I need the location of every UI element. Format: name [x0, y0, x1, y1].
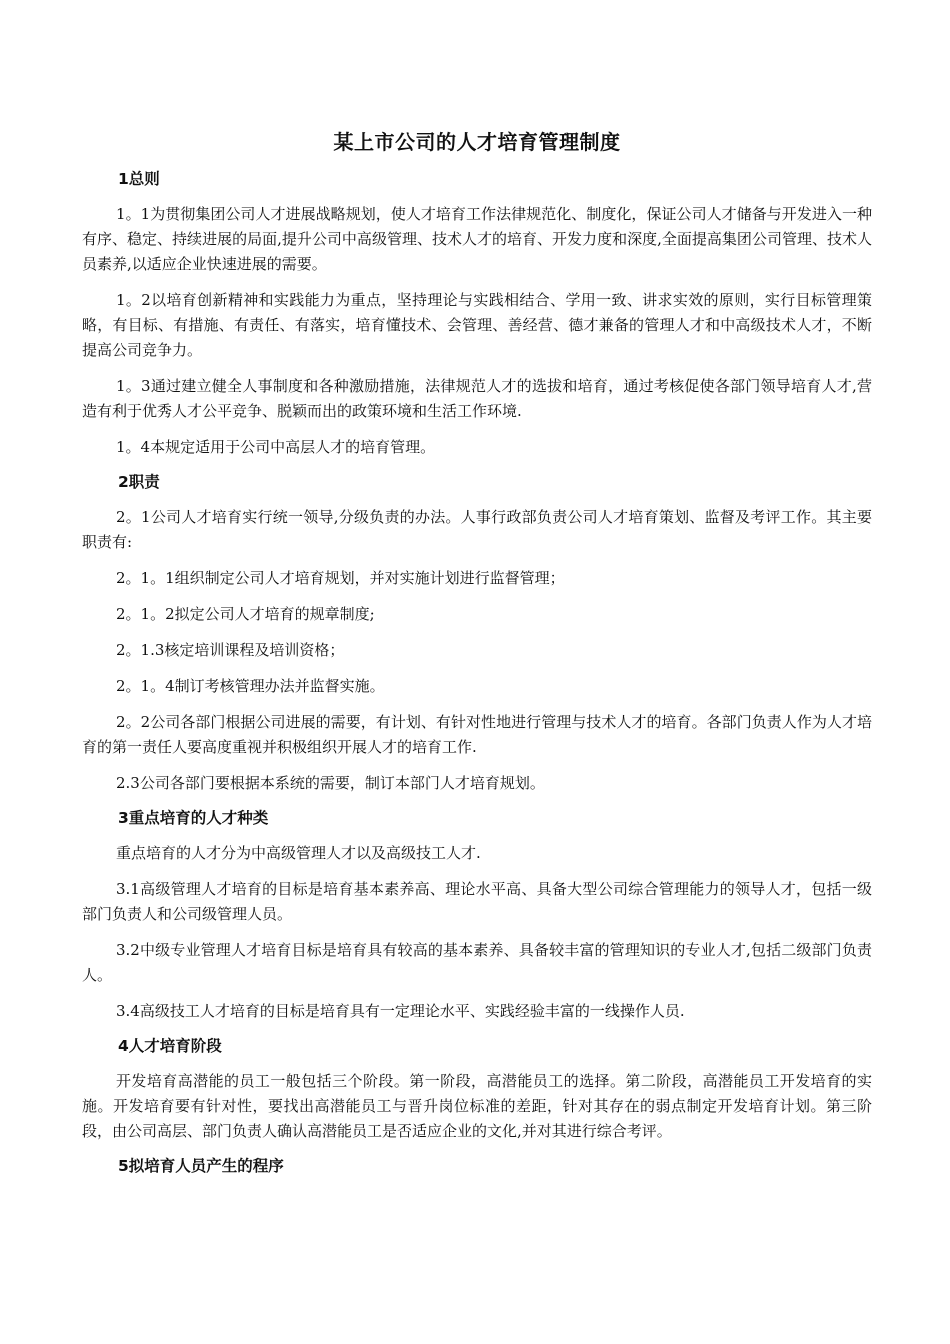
paragraph: 1。4本规定适用于公司中高层人才的培育管理。 — [116, 438, 436, 456]
paragraph: 2。1.3核定培训课程及培训资格； — [116, 641, 345, 659]
paragraph: 2。1。2拟定公司人才培育的规章制度; — [116, 605, 375, 623]
section-heading: 5拟培育人员产生的程序 — [118, 1157, 284, 1175]
section-training-stages — [82, 1035, 872, 1144]
section-talent-types — [82, 807, 872, 1024]
paragraph: 3.1高级管理人才培育的目标是培育基本素养高、理论水平高、具备大型公司综合管理能力的领导人才，包括一级部门负责人和公司级管理人员。 — [82, 880, 872, 923]
paragraph: 开发培育高潜能的员工一般包括三个阶段。第一阶段，高潜能员工的选择。第二阶段，高潜能员工开发培育的实施。开发培育要有针对性，要找出高潜能员工与晋升岗位标准的差距，针对其存在的弱点制定开发培育计划。第三阶段，由公司高层、部门负责人确认高潜能员工是否适应企业的文化,并对其进行综合考评。 — [82, 1072, 872, 1140]
paragraph: 2。1。1组织制定公司人才培育规划，并对实施计划进行监督管理； — [116, 569, 565, 587]
paragraph: 1。2以培育创新精神和实践能力为重点，坚持理论与实践相结合、学用一致、讲求实效的原则，实行目标管理策略，有目标、有措施、有责任、有落实，培育懂技术、会管理、善经营、德才兼备的管理人才和中高级技术人才，不断提高公司竞争力。 — [82, 291, 872, 359]
section-heading: 3重点培育的人才种类 — [118, 809, 269, 827]
paragraph: 重点培育的人才分为中高级管理人才以及高级技工人才. — [116, 844, 481, 862]
paragraph: 2。1公司人才培育实行统一领导,分级负责的办法。人事行政部负责公司人才培育策划、监督及考评工作。其主要职责有: — [82, 508, 872, 551]
section-responsibilities — [82, 471, 872, 796]
paragraph: 2.3公司各部门要根据本系统的需要，制订本部门人才培育规划。 — [116, 774, 545, 792]
paragraph: 2。2公司各部门根据公司进展的需要，有计划、有针对性地进行管理与技术人才的培育。各部门负责人作为人才培育的第一责任人要高度重视并积极组织开展人才的培育工作. — [82, 713, 872, 756]
document-page — [82, 128, 872, 1189]
section-heading: 1总则 — [118, 170, 160, 188]
section-selection-procedure — [82, 1155, 872, 1177]
paragraph: 2。1。4制订考核管理办法并监督实施。 — [116, 677, 385, 695]
section-heading: 2职责 — [118, 473, 160, 491]
paragraph: 1。3通过建立健全人事制度和各种激励措施，法律规范人才的选拔和培育，通过考核促使各部门领导培育人才,营造有利于优秀人才公平竞争、脱颖而出的政策环境和生活工作环境. — [82, 377, 872, 420]
paragraph: 3.2中级专业管理人才培育目标是培育具有较高的基本素养、具备较丰富的管理知识的专业人才,包括二级部门负责人。 — [82, 941, 872, 984]
paragraph: 1。1为贯彻集团公司人才进展战略规划，使人才培育工作法律规范化、制度化，保证公司人才储备与开发进入一种有序、稳定、持续进展的局面,提升公司中高级管理、技术人才的培育、开发力度和深度,全面提高集团公司管理、技术人员素养,以适应企业快速进展的需要。 — [82, 205, 872, 273]
section-general — [82, 168, 872, 460]
section-heading: 4人才培育阶段 — [118, 1037, 222, 1055]
document-title: 某上市公司的人才培育管理制度 — [333, 130, 621, 154]
paragraph: 3.4高级技工人才培育的目标是培育具有一定理论水平、实践经验丰富的一线操作人员. — [116, 1002, 685, 1020]
